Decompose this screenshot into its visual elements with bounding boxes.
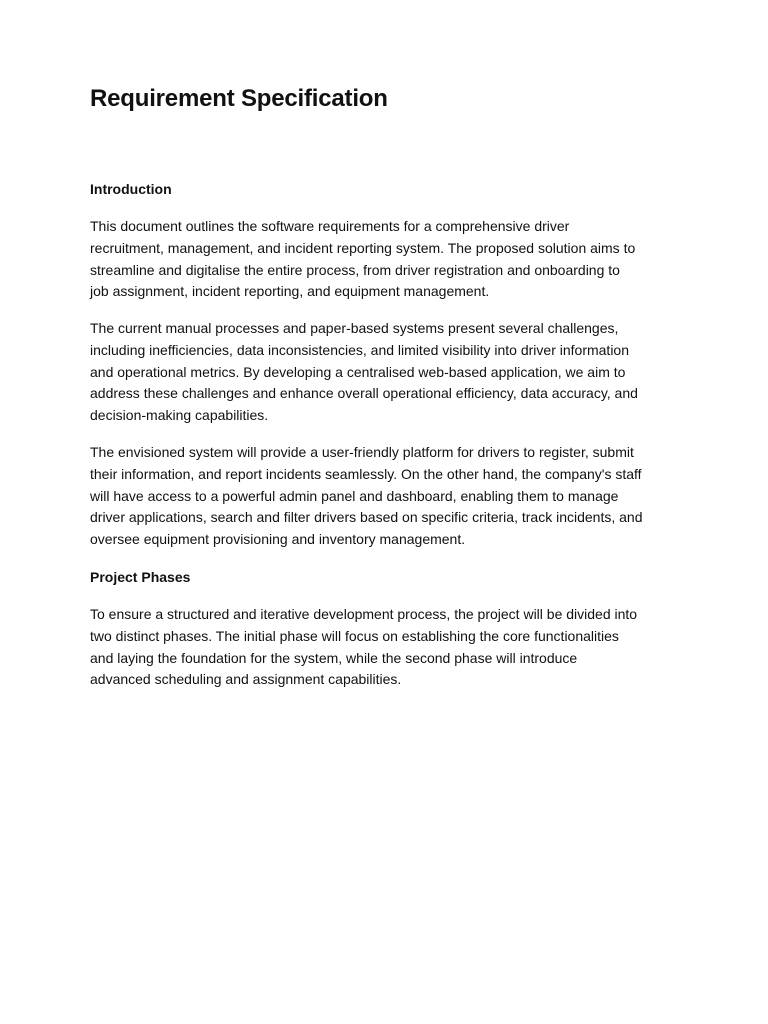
paragraph-line: advanced scheduling and assignment capabilities. bbox=[90, 671, 402, 688]
paragraph-line: decision-making capabilities. bbox=[90, 407, 269, 424]
paragraph-intro-3 bbox=[90, 442, 686, 551]
paragraph-line: oversee equipment provisioning and inventory management. bbox=[90, 531, 466, 548]
paragraph-line: streamline and digitalise the entire process, from driver registration and onboarding to bbox=[90, 261, 620, 278]
paragraph-line: This document outlines the software requirements for a comprehensive driver bbox=[90, 218, 570, 234]
paragraph-intro-2 bbox=[90, 318, 686, 427]
paragraph-line: driver applications, search and filter drivers based on specific criteria, track incidents, and bbox=[90, 509, 643, 526]
paragraph-line: including inefficiencies, data inconsistencies, and limited visibility into driver information bbox=[90, 341, 630, 358]
paragraph-line: To ensure a structured and iterative development process, the project will be divided into bbox=[90, 606, 638, 622]
paragraph-line: The current manual processes and paper-based systems present several challenges, bbox=[90, 320, 619, 336]
paragraph-line: and laying the foundation for the system, while the second phase will introduce bbox=[90, 649, 578, 666]
section-heading-introduction: Introduction bbox=[90, 181, 172, 197]
section-heading-project-phases: Project Phases bbox=[90, 569, 191, 585]
paragraph-line: recruitment, management, and incident reporting system. The proposed solution aims to bbox=[90, 239, 636, 256]
paragraph-line: two distinct phases. The initial phase will focus on establishing the core functionalities bbox=[90, 627, 619, 644]
paragraph-line: The envisioned system will provide a user-friendly platform for drivers to register, submit bbox=[90, 444, 634, 460]
paragraph-line: and operational metrics. By developing a centralised web-based application, we aim to bbox=[90, 363, 626, 380]
paragraph-line: will have access to a powerful admin panel and dashboard, enabling them to manage bbox=[90, 487, 619, 504]
paragraph-intro-1 bbox=[90, 216, 686, 303]
paragraph-line: job assignment, incident reporting, and equipment management. bbox=[90, 283, 490, 300]
paragraph-line: address these challenges and enhance overall operational efficiency, data accuracy, and bbox=[90, 385, 638, 402]
document-title: Requirement Specification bbox=[90, 85, 388, 112]
paragraph-phases-1 bbox=[90, 604, 686, 691]
paragraph-line: their information, and report incidents seamlessly. On the other hand, the company's staff bbox=[90, 465, 642, 482]
